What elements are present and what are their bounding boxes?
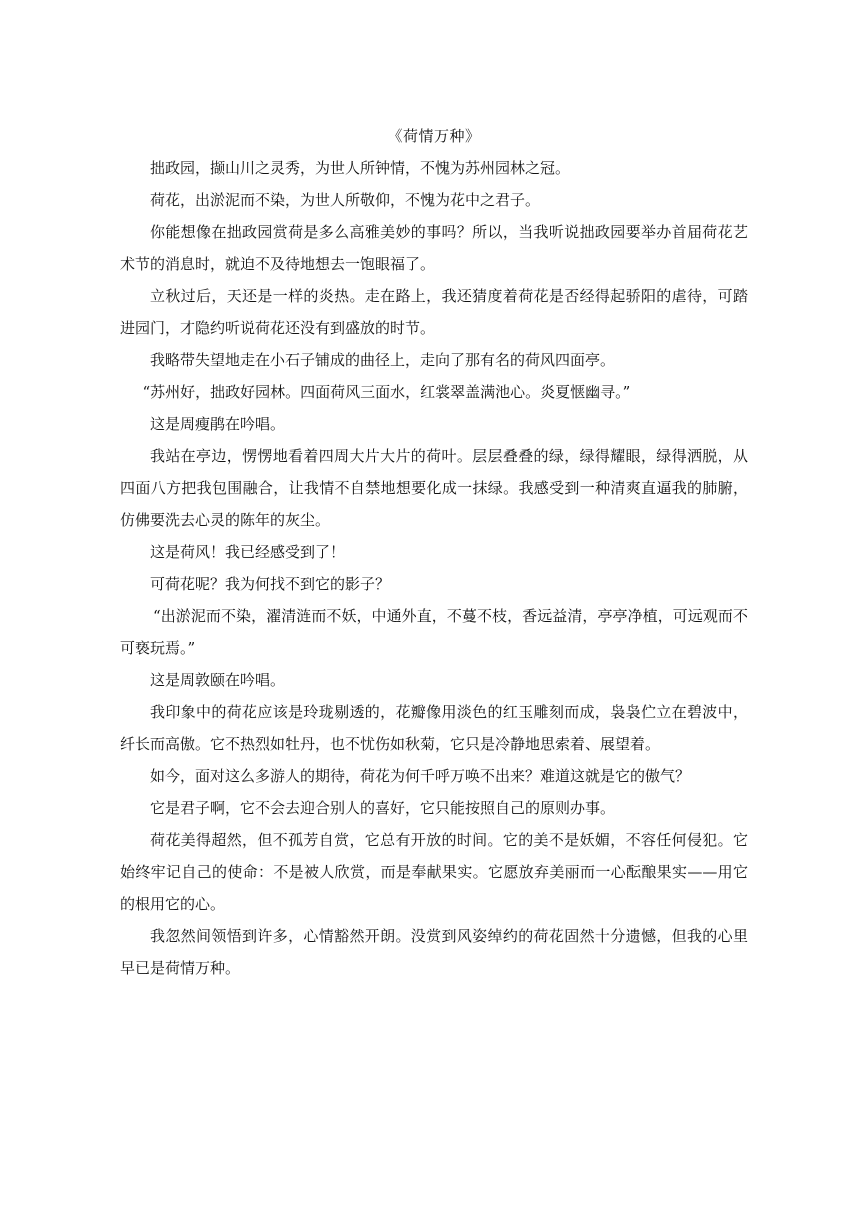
quote-paragraph: “出淤泥而不染，濯清涟而不妖，中通外直，不蔓不枝，香远益清，亭亭净植，可远观而不可亵玩焉。” [120,607,748,657]
paragraph: 它是君子啊，它不会去迎合别人的喜好，它只能按照自己的原则办事。 [150,799,616,817]
paragraph: 拙政园，撷山川之灵秀，为世人所钟情，不愧为苏州园林之冠。 [150,159,571,177]
paragraph: 我站在亭边，愣愣地看着四周大片大片的荷叶。层层叠叠的绿，绿得耀眼，绿得洒脱，从四面八方把我包围融合，让我情不自禁地想要化成一抹绿。我感受到一种清爽直逼我的肺腑，仿佛要洗去心灵的陈年的灰尘。 [120,447,748,529]
paragraph: 立秋过后，天还是一样的炎热。走在路上，我还猜度着荷花是否经得起骄阳的虐待，可踏进园门，才隐约听说荷花还没有到盛放的时节。 [120,287,748,337]
paragraph: 你能想像在拙政园赏荷是多么高雅美妙的事吗？所以，当我听说拙政园要举办首届荷花艺术节的消息时，就迫不及待地想去一饱眼福了。 [120,223,748,273]
quote-paragraph: “苏州好，拙政好园林。四面荷风三面水，红裳翠盖满池心。炎夏惬幽寻。” [142,383,631,401]
paragraph: 这是周瘦鹃在吟唱。 [150,415,286,433]
paragraph: 这是周敦颐在吟唱。 [150,671,286,689]
paragraph: 我忽然间领悟到许多，心情豁然开朗。没赏到风姿绰约的荷花固然十分遗憾，但我的心里早已是荷情万种。 [120,927,748,977]
document-body [120,120,748,984]
paragraph: 荷花，出淤泥而不染，为世人所敬仰，不愧为花中之君子。 [150,191,541,209]
paragraph: 可荷花呢？我为何找不到它的影子？ [150,575,391,593]
paragraph: 荷花美得超然，但不孤芳自赏，它总有开放的时间。它的美不是妖媚，不容任何侵犯。它始终牢记自己的使命：不是被人欣赏，而是奉献果实。它愿放弃美丽而一心酝酿果实——用它的根用它的心。 [120,831,748,913]
document-title: 《荷情万种》 [387,127,481,145]
paragraph: 我印象中的荷花应该是玲珑剔透的，花瓣像用淡色的红玉雕刻而成，袅袅伫立在碧波中，纤长而高傲。它不热烈如牡丹，也不忧伤如秋菊，它只是冷静地思索着、展望着。 [120,703,748,753]
paragraph: 这是荷风！我已经感受到了！ [150,543,346,561]
paragraph: 如今，面对这么多游人的期待，荷花为何千呼万唤不出来？难道这就是它的傲气？ [150,767,691,785]
paragraph: 我略带失望地走在小石子铺成的曲径上，走向了那有名的荷风四面亭。 [150,351,616,369]
